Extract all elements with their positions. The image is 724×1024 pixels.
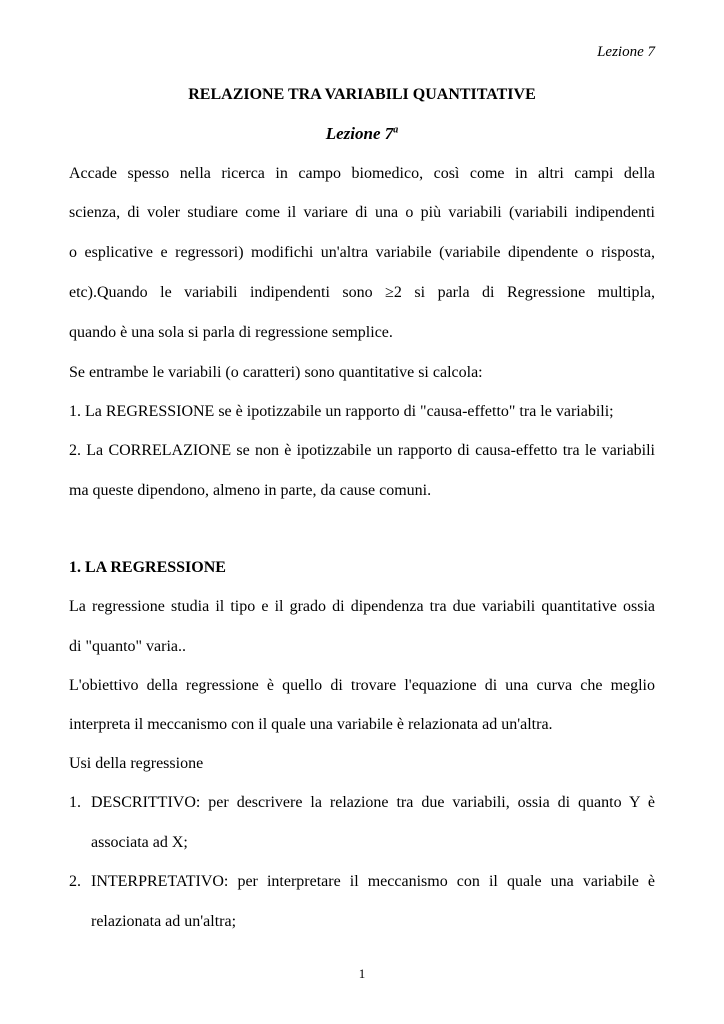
intro-line-2: scienza, di voler studiare come il variare di una o più variabili (variabili indipendenti [69,204,655,221]
para1-line-1: La regressione studia il tipo e il grado di dipendenza tra due variabili quantitative ossia [69,598,655,615]
para2-line-1: L'obiettivo della regressione è quello di trovare l'equazione di una curva che meglio [69,677,655,694]
use-item-2-number: 2. [69,873,81,890]
list-item-correlation-line-2: ma queste dipendono, almeno in parte, da cause comuni. [69,482,432,499]
para2-line-2: interpreta il meccanismo con il quale una variabile è relazionata ad un'altra. [69,716,553,733]
uses-label: Usi della regressione [69,755,204,772]
lesson-subtitle-sup: a [393,124,399,136]
use-item-2-line-1: INTERPRETATIVO: per interpretare il meccanismo con il quale una variabile è [91,873,655,890]
calc-line: Se entrambe le variabili (o caratteri) sono quantitative si calcola: [69,364,483,381]
intro-line-1: Accade spesso nella ricerca in campo biomedico, così come in altri campi della [69,165,655,182]
para1-line-2: di "quanto" varia.. [69,638,187,655]
running-head: Lezione 7 [597,44,655,60]
use-item-1-line-2: associata ad X; [91,834,188,851]
list-item-correlation-line-1: 2. La CORRELAZIONE se non è ipotizzabile un rapporto di causa-effetto tra le variabili [69,442,655,459]
list-item-regression: 1. La REGRESSIONE se è ipotizzabile un rapporto di "causa-effetto" tra le variabili; [69,403,614,420]
intro-line-4: etc).Quando le variabili indipendenti sono ≥2 si parla di Regressione multipla, [69,284,655,301]
intro-line-3: o esplicative e regressori) modifichi un'altra variabile (variabile dipendente o risposta, [69,244,655,261]
intro-line-5: quando è una sola si parla di regressione semplice. [69,324,393,341]
use-item-2-line-2: relazionata ad un'altra; [91,913,237,930]
page-number: 1 [358,966,366,981]
section-heading: 1. LA REGRESSIONE [69,559,226,576]
use-item-1-line-1: DESCRITTIVO: per descrivere la relazione tra due variabili, ossia di quanto Y è [91,794,655,811]
lesson-subtitle [0,124,724,144]
document-title: RELAZIONE TRA VARIABILI QUANTITATIVE [188,86,536,103]
lesson-subtitle-text: Lezione 7 [325,124,394,143]
use-item-1-number: 1. [69,794,81,811]
